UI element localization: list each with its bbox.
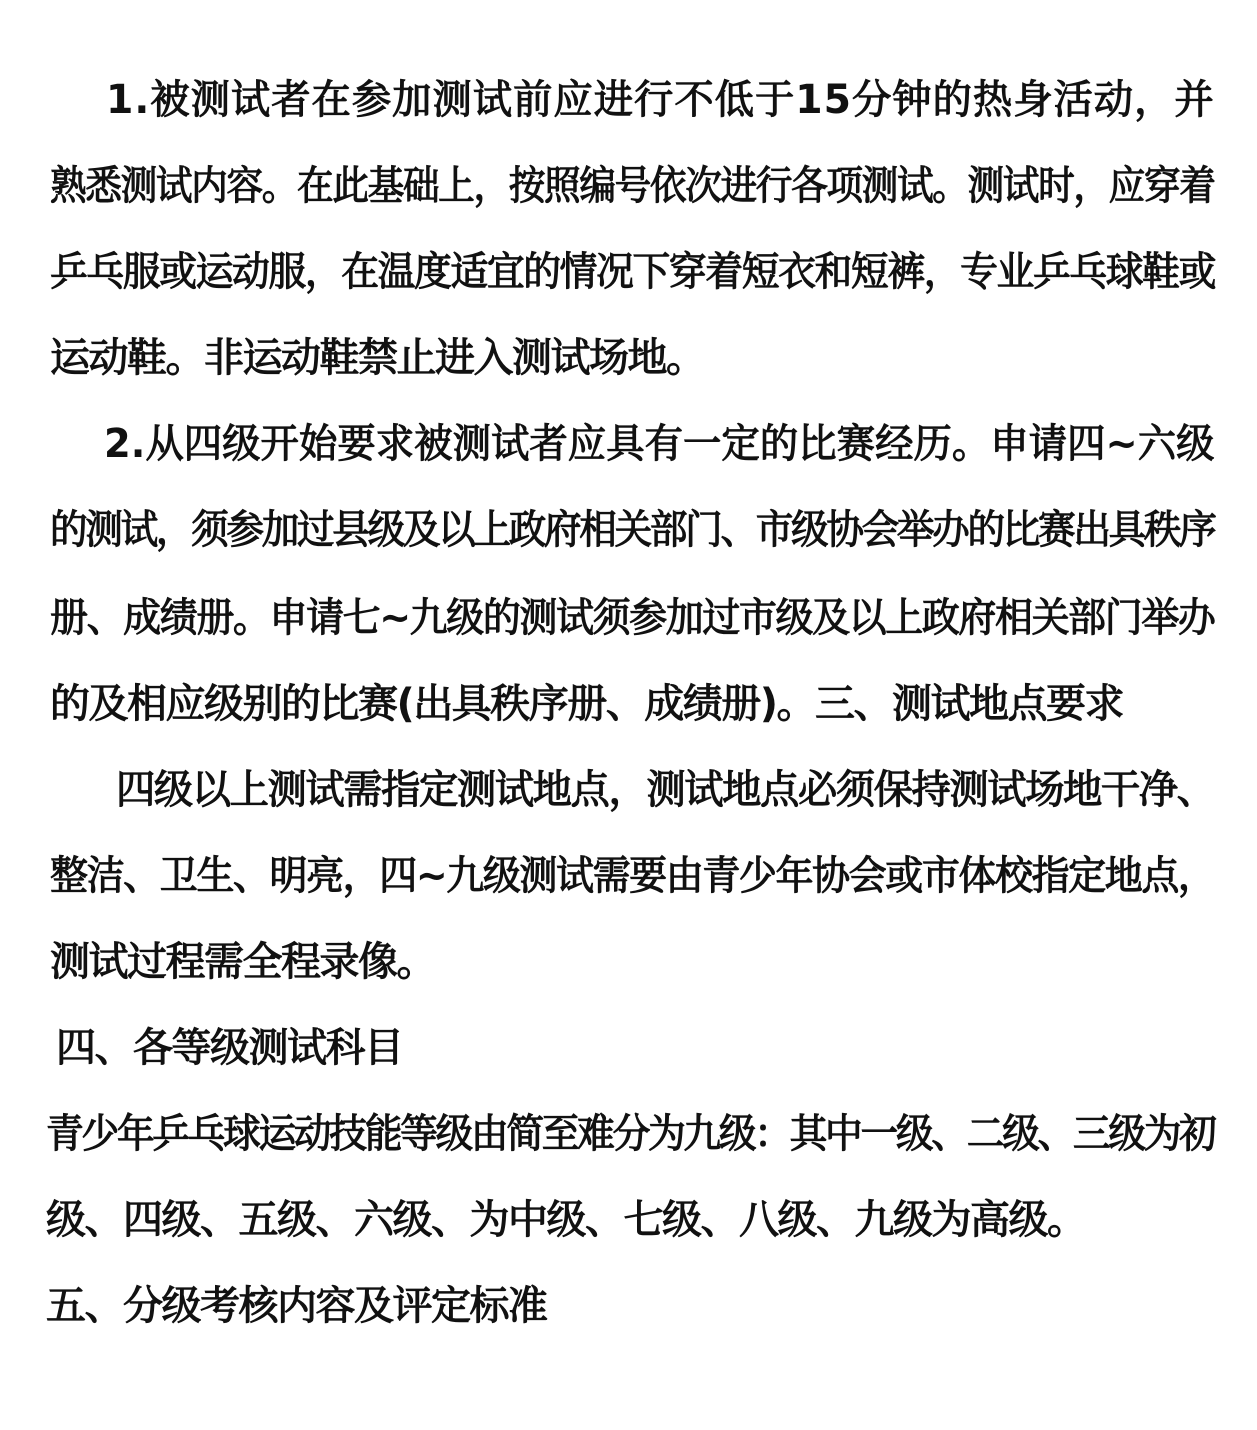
section-heading-4: 四、各等级测试科目 bbox=[56, 1025, 403, 1071]
text-line-10: 整洁、卫生、明亮，四~九级测试需要由青少年协会或市体校指定地点， bbox=[50, 853, 1215, 899]
text-line-8: 的及相应级别的比赛(出具秩序册、成绩册)。三、测试地点要求 bbox=[50, 681, 1124, 727]
text-line-11: 测试过程需全程录像。 bbox=[50, 939, 435, 985]
text-line-7: 册、成绩册。申请七~九级的测试须参加过市级及以上政府相关部门举办 bbox=[50, 595, 1215, 641]
text-line-1: 1.被测试者在参加测试前应进行不低于15分钟的热身活动，并 bbox=[106, 77, 1215, 123]
text-line-13: 青少年乒乓球运动技能等级由简至难分为九级：其中一级、二级、三级为初 bbox=[46, 1111, 1215, 1157]
text-line-5: 2.从四级开始要求被测试者应具有一定的比赛经历。申请四~六级 bbox=[104, 421, 1215, 467]
text-line-14: 级、四级、五级、六级、为中级、七级、八级、九级为高级。 bbox=[46, 1197, 1086, 1243]
text-line-4: 运动鞋。非运动鞋禁止进入测试场地。 bbox=[50, 335, 705, 381]
section-heading-5: 五、分级考核内容及评定标准 bbox=[46, 1283, 547, 1329]
text-line-6: 的测试，须参加过县级及以上政府相关部门、市级协会举办的比赛出具秩序 bbox=[50, 507, 1215, 553]
text-line-3: 乒乓服或运动服，在温度适宜的情况下穿着短衣和短裤，专业乒乓球鞋或 bbox=[50, 249, 1215, 295]
text-line-9: 四级以上测试需指定测试地点，测试地点必须保持测试场地干净、 bbox=[116, 767, 1215, 813]
text-line-2: 熟悉测试内容。在此基础上，按照编号依次进行各项测试。测试时，应穿着 bbox=[50, 163, 1215, 209]
